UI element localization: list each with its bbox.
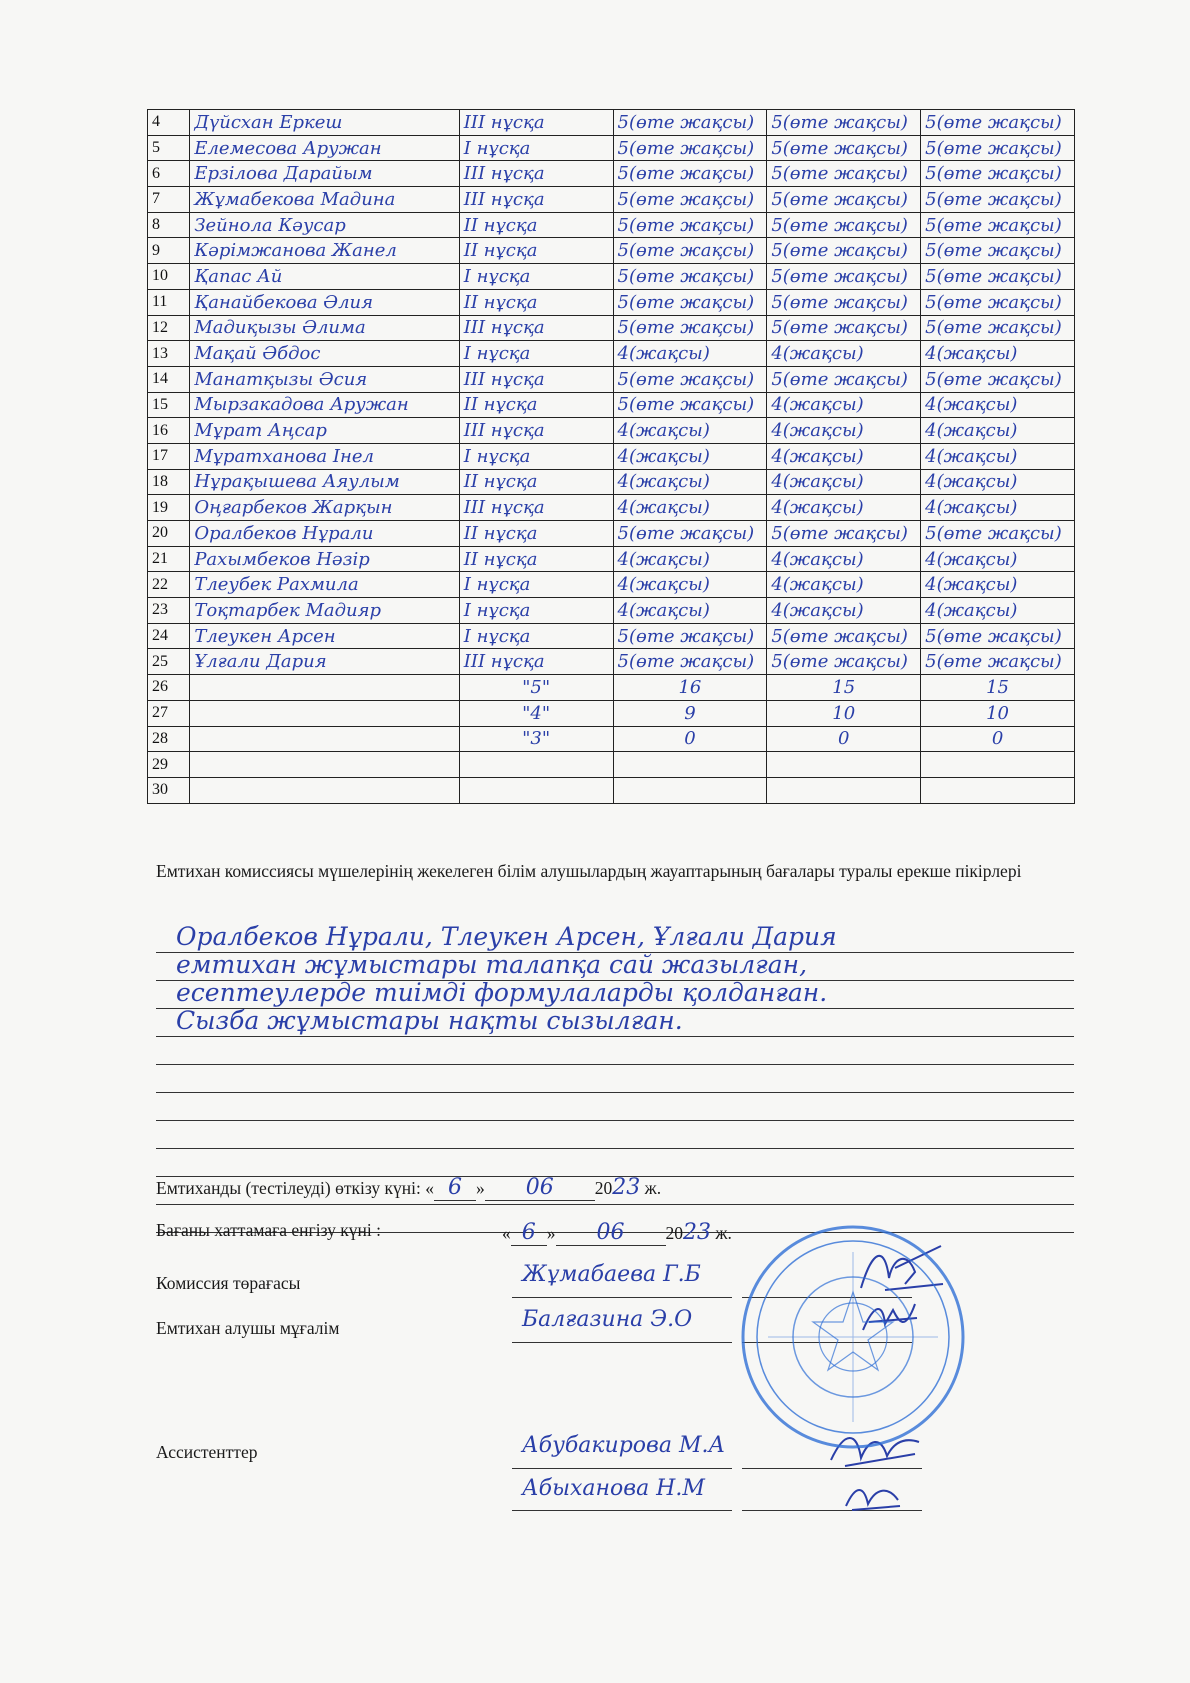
row-number: 10 bbox=[148, 264, 190, 290]
student-name: Тоқтарбек Мадияр bbox=[190, 598, 459, 624]
grade-3: 4(жақсы) bbox=[921, 495, 1075, 521]
grade-3: 4(жақсы) bbox=[921, 469, 1075, 495]
exam-date bbox=[156, 1175, 661, 1201]
table-row bbox=[148, 495, 1075, 521]
variant-cell: "5" bbox=[459, 675, 613, 701]
variant-cell: II нұсқа bbox=[459, 521, 613, 547]
variant-cell: "3" bbox=[459, 726, 613, 752]
student-name: Нұрақышева Аяулым bbox=[190, 469, 459, 495]
variant-cell bbox=[459, 752, 613, 778]
grade-1: 4(жақсы) bbox=[613, 546, 767, 572]
grade-1: 5(өте жақсы) bbox=[613, 110, 767, 136]
variant-cell: I нұсқа bbox=[459, 623, 613, 649]
row-number: 23 bbox=[148, 598, 190, 624]
grade-3 bbox=[921, 777, 1075, 803]
variant-cell: III нұсқа bbox=[459, 110, 613, 136]
grade-1: 5(өте жақсы) bbox=[613, 212, 767, 238]
table-row bbox=[148, 572, 1075, 598]
grade-3: 5(өте жақсы) bbox=[921, 366, 1075, 392]
student-name: Зейнола Кәусар bbox=[190, 212, 459, 238]
student-name: Мақай Әбдос bbox=[190, 341, 459, 367]
student-name: Ұлғали Дария bbox=[190, 649, 459, 675]
assistant1-name-line bbox=[512, 1468, 732, 1469]
grade-2: 5(өте жақсы) bbox=[767, 187, 921, 213]
grade-1 bbox=[613, 752, 767, 778]
table-row bbox=[148, 726, 1075, 752]
grade-2: 5(өте жақсы) bbox=[767, 264, 921, 290]
row-number: 9 bbox=[148, 238, 190, 264]
grade-2: 4(жақсы) bbox=[767, 392, 921, 418]
variant-cell: II нұсқа bbox=[459, 238, 613, 264]
variant-cell: I нұсқа bbox=[459, 572, 613, 598]
variant-cell bbox=[459, 777, 613, 803]
grade-3: 4(жақсы) bbox=[921, 418, 1075, 444]
student-name: Тлеукен Арсен bbox=[190, 623, 459, 649]
grade-1: 9 bbox=[613, 700, 767, 726]
grade-1: 5(өте жақсы) bbox=[613, 623, 767, 649]
grade-1: 4(жақсы) bbox=[613, 572, 767, 598]
row-number: 16 bbox=[148, 418, 190, 444]
row-number: 21 bbox=[148, 546, 190, 572]
grade-2: 4(жақсы) bbox=[767, 598, 921, 624]
grade-2: 5(өте жақсы) bbox=[767, 110, 921, 136]
table-row bbox=[148, 238, 1075, 264]
grade-2 bbox=[767, 777, 921, 803]
grade-3: 4(жақсы) bbox=[921, 341, 1075, 367]
grade-2: 5(өте жақсы) bbox=[767, 366, 921, 392]
table-row bbox=[148, 418, 1075, 444]
grade-2: 5(өте жақсы) bbox=[767, 649, 921, 675]
row-number: 6 bbox=[148, 161, 190, 187]
grade-2: 4(жақсы) bbox=[767, 443, 921, 469]
row-number: 25 bbox=[148, 649, 190, 675]
student-name: Жұмабекова Мадина bbox=[190, 187, 459, 213]
grade-3: 4(жақсы) bbox=[921, 546, 1075, 572]
grade-3: 4(жақсы) bbox=[921, 443, 1075, 469]
exam-date-day: 6 bbox=[448, 1175, 463, 1200]
table-row bbox=[148, 623, 1075, 649]
results-table bbox=[147, 109, 1075, 804]
grade-1: 5(өте жақсы) bbox=[613, 187, 767, 213]
student-name bbox=[190, 777, 459, 803]
grade-1: 5(өте жақсы) bbox=[613, 392, 767, 418]
table-row bbox=[148, 212, 1075, 238]
exam-date-year-suffix: 23 bbox=[612, 1175, 641, 1200]
variant-cell: III нұсқа bbox=[459, 187, 613, 213]
grade-3: 5(өте жақсы) bbox=[921, 315, 1075, 341]
grade-2: 5(өте жақсы) bbox=[767, 161, 921, 187]
grade-1: 5(өте жақсы) bbox=[613, 289, 767, 315]
grade-1: 4(жақсы) bbox=[613, 341, 767, 367]
note-text: Оралбеков Нұрали, Тлеукен Арсен, Ұлғали Дария bbox=[176, 922, 837, 951]
entry-date-end: ж. bbox=[711, 1223, 732, 1243]
student-name: Мадиқызы Әлима bbox=[190, 315, 459, 341]
grade-2: 4(жақсы) bbox=[767, 546, 921, 572]
variant-cell: I нұсқа bbox=[459, 598, 613, 624]
variant-cell: II нұсқа bbox=[459, 546, 613, 572]
grade-3: 5(өте жақсы) bbox=[921, 289, 1075, 315]
note-line bbox=[156, 978, 1074, 1009]
entry-date-value bbox=[502, 1220, 732, 1246]
grade-3: 0 bbox=[921, 726, 1075, 752]
grade-3: 15 bbox=[921, 675, 1075, 701]
table-row bbox=[148, 598, 1075, 624]
table-row bbox=[148, 700, 1075, 726]
grade-1: 5(өте жақсы) bbox=[613, 366, 767, 392]
table-row bbox=[148, 443, 1075, 469]
student-name: Оңғарбеков Жарқын bbox=[190, 495, 459, 521]
table-row bbox=[148, 392, 1075, 418]
grade-3: 4(жақсы) bbox=[921, 392, 1075, 418]
grade-2: 5(өте жақсы) bbox=[767, 623, 921, 649]
grade-2: 4(жақсы) bbox=[767, 418, 921, 444]
row-number: 18 bbox=[148, 469, 190, 495]
grade-2: 15 bbox=[767, 675, 921, 701]
grade-3: 4(жақсы) bbox=[921, 598, 1075, 624]
student-name bbox=[190, 752, 459, 778]
row-number: 26 bbox=[148, 675, 190, 701]
assistants-label: Ассистенттер bbox=[156, 1442, 258, 1462]
grade-2: 5(өте жақсы) bbox=[767, 212, 921, 238]
assistant1-name: Абубакирова М.А bbox=[522, 1433, 726, 1458]
note-text: Сызба жұмыстары нақты сызылған. bbox=[176, 1006, 683, 1035]
note-text: есептеулерде тиімді формулаларды қолданған. bbox=[176, 978, 828, 1007]
grade-1: 5(өте жақсы) bbox=[613, 238, 767, 264]
entry-date-day: 6 bbox=[521, 1220, 536, 1245]
exam-date-label: Емтиханды (тестілеуді) өткізу күні: « bbox=[156, 1178, 435, 1198]
grade-1: 16 bbox=[613, 675, 767, 701]
grade-3: 5(өте жақсы) bbox=[921, 135, 1075, 161]
chair-name: Жұмабаева Г.Б bbox=[522, 1262, 701, 1287]
grade-1: 4(жақсы) bbox=[613, 418, 767, 444]
grade-2: 5(өте жақсы) bbox=[767, 315, 921, 341]
student-name: Мұрат Аңсар bbox=[190, 418, 459, 444]
table-row bbox=[148, 675, 1075, 701]
note-line bbox=[156, 922, 1074, 953]
exam-date-year-prefix: 20 bbox=[594, 1178, 613, 1198]
grade-1: 5(өте жақсы) bbox=[613, 315, 767, 341]
note-line bbox=[156, 1006, 1074, 1037]
row-number: 13 bbox=[148, 341, 190, 367]
grade-2: 5(өте жақсы) bbox=[767, 238, 921, 264]
note-line bbox=[156, 1093, 1074, 1121]
exam-date-month: 06 bbox=[525, 1175, 554, 1200]
grade-1: 5(өте жақсы) bbox=[613, 161, 767, 187]
table-row bbox=[148, 366, 1075, 392]
grade-1: 4(жақсы) bbox=[613, 469, 767, 495]
variant-cell: III нұсқа bbox=[459, 366, 613, 392]
row-number: 14 bbox=[148, 366, 190, 392]
grade-2: 4(жақсы) bbox=[767, 572, 921, 598]
row-number: 4 bbox=[148, 110, 190, 136]
note-line bbox=[156, 950, 1074, 981]
student-name: Кәрімжанова Жанел bbox=[190, 238, 459, 264]
teacher-name-line bbox=[512, 1342, 732, 1343]
note-line bbox=[156, 1149, 1074, 1177]
student-name: Ерзілова Дарайым bbox=[190, 161, 459, 187]
grade-3: 5(өте жақсы) bbox=[921, 521, 1075, 547]
exam-date-end: ж. bbox=[640, 1178, 662, 1198]
student-name: Рахымбеков Нәзір bbox=[190, 546, 459, 572]
row-number: 29 bbox=[148, 752, 190, 778]
student-name bbox=[190, 700, 459, 726]
variant-cell: II нұсқа bbox=[459, 289, 613, 315]
table-row bbox=[148, 135, 1075, 161]
variant-cell: I нұсқа bbox=[459, 443, 613, 469]
grade-3: 5(өте жақсы) bbox=[921, 161, 1075, 187]
grade-3: 10 bbox=[921, 700, 1075, 726]
table-row bbox=[148, 521, 1075, 547]
row-number: 19 bbox=[148, 495, 190, 521]
row-number: 8 bbox=[148, 212, 190, 238]
student-name bbox=[190, 726, 459, 752]
chair-label: Комиссия төрағасы bbox=[156, 1273, 301, 1293]
grade-3: 5(өте жақсы) bbox=[921, 264, 1075, 290]
grade-3: 5(өте жақсы) bbox=[921, 212, 1075, 238]
table-row bbox=[148, 752, 1075, 778]
entry-date-label: Бағаны хаттамаға енгізу күні : bbox=[156, 1220, 381, 1240]
grade-1 bbox=[613, 777, 767, 803]
note-text: емтихан жұмыстары талапқа сай жазылған, bbox=[176, 950, 808, 979]
student-name: Дүйсхан Еркеш bbox=[190, 110, 459, 136]
row-number: 30 bbox=[148, 777, 190, 803]
student-name: Мұратханова Інел bbox=[190, 443, 459, 469]
grade-3: 5(өте жақсы) bbox=[921, 110, 1075, 136]
grade-2: 4(жақсы) bbox=[767, 469, 921, 495]
grade-1: 4(жақсы) bbox=[613, 598, 767, 624]
note-line bbox=[156, 1065, 1074, 1093]
grade-2: 4(жақсы) bbox=[767, 341, 921, 367]
exam-date-sep: » bbox=[476, 1178, 485, 1198]
table-row bbox=[148, 546, 1075, 572]
table-row bbox=[148, 161, 1075, 187]
assistant2-signature bbox=[840, 1476, 910, 1516]
grade-1: 0 bbox=[613, 726, 767, 752]
grade-1: 5(өте жақсы) bbox=[613, 135, 767, 161]
variant-cell: I нұсқа bbox=[459, 341, 613, 367]
teacher-label: Емтихан алушы мұғалім bbox=[156, 1318, 340, 1338]
grade-3: 5(өте жақсы) bbox=[921, 187, 1075, 213]
student-name: Мырзакадова Аружан bbox=[190, 392, 459, 418]
variant-cell: II нұсқа bbox=[459, 392, 613, 418]
entry-date-year-prefix: 20 bbox=[665, 1223, 683, 1243]
table-row bbox=[148, 187, 1075, 213]
grade-2: 10 bbox=[767, 700, 921, 726]
student-name: Елемесова Аружан bbox=[190, 135, 459, 161]
table-row bbox=[148, 341, 1075, 367]
grade-1: 5(өте жақсы) bbox=[613, 264, 767, 290]
assistant2-name: Абыханова Н.М bbox=[522, 1476, 705, 1501]
row-number: 20 bbox=[148, 521, 190, 547]
table-row bbox=[148, 110, 1075, 136]
table-row bbox=[148, 315, 1075, 341]
entry-date-month: 06 bbox=[596, 1220, 625, 1245]
row-number: 12 bbox=[148, 315, 190, 341]
row-number: 27 bbox=[148, 700, 190, 726]
row-number: 5 bbox=[148, 135, 190, 161]
student-name: Манатқызы Әсия bbox=[190, 366, 459, 392]
notes-title: Емтихан комиссиясы мүшелерінің жекелеген білім алушылардың жауаптарының бағалары туралы ерекше пікірлері bbox=[156, 861, 1022, 881]
grade-2 bbox=[767, 752, 921, 778]
note-line bbox=[156, 1037, 1074, 1065]
student-name: Оралбеков Нұрали bbox=[190, 521, 459, 547]
grade-2: 5(өте жақсы) bbox=[767, 521, 921, 547]
grade-2: 5(өте жақсы) bbox=[767, 289, 921, 315]
table-row bbox=[148, 469, 1075, 495]
table-row bbox=[148, 289, 1075, 315]
chair-name-line bbox=[512, 1297, 732, 1298]
variant-cell: III нұсқа bbox=[459, 649, 613, 675]
grade-2: 5(өте жақсы) bbox=[767, 135, 921, 161]
variant-cell: III нұсқа bbox=[459, 418, 613, 444]
variant-cell: III нұсқа bbox=[459, 315, 613, 341]
row-number: 24 bbox=[148, 623, 190, 649]
grade-2: 4(жақсы) bbox=[767, 495, 921, 521]
table-row bbox=[148, 264, 1075, 290]
row-number: 7 bbox=[148, 187, 190, 213]
variant-cell: "4" bbox=[459, 700, 613, 726]
table-row bbox=[148, 777, 1075, 803]
grade-3: 5(өте жақсы) bbox=[921, 238, 1075, 264]
grade-2: 0 bbox=[767, 726, 921, 752]
student-name bbox=[190, 675, 459, 701]
note-line bbox=[156, 1121, 1074, 1149]
student-name: Тлеубек Рахмила bbox=[190, 572, 459, 598]
grade-3: 4(жақсы) bbox=[921, 572, 1075, 598]
row-number: 22 bbox=[148, 572, 190, 598]
grade-3: 5(өте жақсы) bbox=[921, 649, 1075, 675]
grade-1: 5(өте жақсы) bbox=[613, 521, 767, 547]
grade-1: 5(өте жақсы) bbox=[613, 649, 767, 675]
row-number: 15 bbox=[148, 392, 190, 418]
row-number: 11 bbox=[148, 289, 190, 315]
student-name: Қапас Ай bbox=[190, 264, 459, 290]
table-row bbox=[148, 649, 1075, 675]
row-number: 28 bbox=[148, 726, 190, 752]
variant-cell: III нұсқа bbox=[459, 161, 613, 187]
entry-date bbox=[156, 1220, 381, 1241]
variant-cell: II нұсқа bbox=[459, 212, 613, 238]
grade-1: 4(жақсы) bbox=[613, 495, 767, 521]
student-name: Қанайбекова Әлия bbox=[190, 289, 459, 315]
variant-cell: III нұсқа bbox=[459, 495, 613, 521]
row-number: 17 bbox=[148, 443, 190, 469]
grade-3 bbox=[921, 752, 1075, 778]
variant-cell: I нұсқа bbox=[459, 135, 613, 161]
grade-3: 5(өте жақсы) bbox=[921, 623, 1075, 649]
assistant2-name-line bbox=[512, 1510, 732, 1511]
entry-date-year-suffix: 23 bbox=[683, 1220, 711, 1245]
teacher-name: Балғазина Э.О bbox=[522, 1307, 693, 1332]
entry-date-sep: » bbox=[546, 1223, 556, 1243]
entry-date-open: « bbox=[502, 1223, 511, 1243]
grade-1: 4(жақсы) bbox=[613, 443, 767, 469]
school-stamp bbox=[738, 1222, 968, 1452]
variant-cell: II нұсқа bbox=[459, 469, 613, 495]
variant-cell: I нұсқа bbox=[459, 264, 613, 290]
